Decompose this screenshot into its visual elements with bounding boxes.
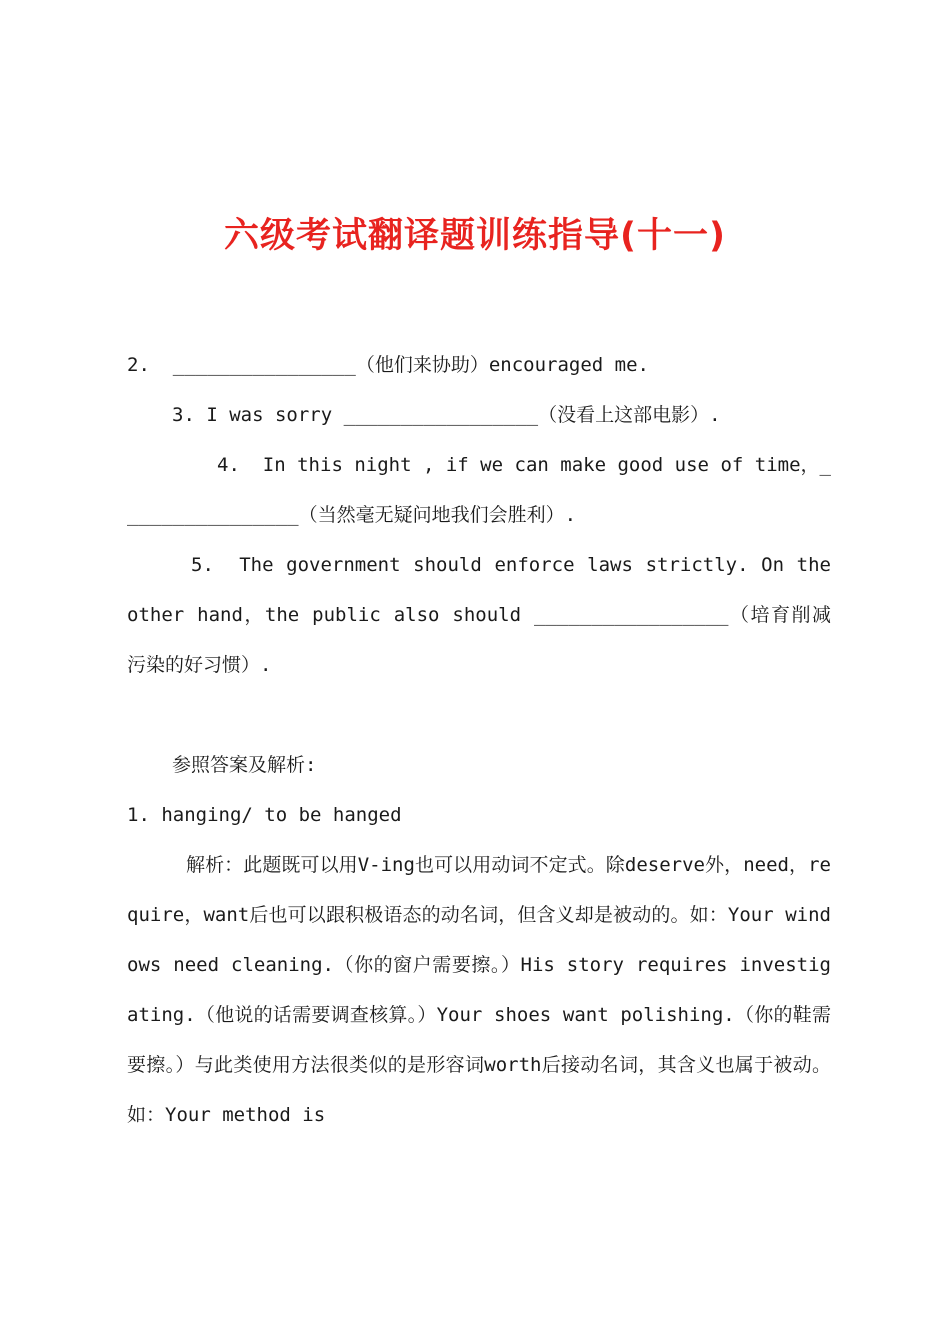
question-number: 4.	[217, 454, 240, 476]
answer-blank: _________________	[534, 604, 729, 626]
question-hint: （没看上这部电影）	[538, 404, 710, 426]
question-text: The government should enforce laws strictly. On the other hand，the public also should	[127, 554, 831, 626]
question-5	[127, 540, 831, 690]
answer-blank: ________________	[127, 454, 831, 526]
question-number: 2.	[127, 354, 150, 376]
question-text: I was sorry	[206, 404, 333, 426]
answer-1	[127, 790, 831, 840]
question-hint: （他们来协助）	[355, 354, 489, 376]
answer-number: 1.	[127, 804, 150, 826]
question-text: encouraged me.	[488, 354, 649, 376]
question-3	[127, 390, 831, 440]
answer-explanation: 解析：此题既可以用V-ing也可以用动词不定式。除deserve外，need，require，want后也可以跟积极语态的动名词，但含义却是被动的。如：Your windows need cleaning.（你的窗户需要擦。）His story requires investigating.（他说的话需要调查核算。）Your shoes want polishing.（你的鞋需要擦。）与此类使用方法很类似的是形容词worth后接动名词，其含义也属于被动。如：Your method is	[127, 854, 831, 1126]
answer-blank: ________________	[172, 354, 356, 376]
section-spacer	[127, 690, 831, 740]
question-number: 5.	[191, 554, 214, 576]
question-hint: （培育削减污染的好习惯）	[127, 604, 831, 676]
question-text: .	[564, 504, 577, 526]
question-2	[127, 340, 831, 390]
question-text: In this night , if we can make good use of time，	[262, 454, 820, 476]
question-number: 3.	[172, 404, 195, 426]
answers-heading: 参照答案及解析:	[172, 754, 317, 776]
answer-text: hanging/ to be hanged	[161, 804, 402, 826]
document-body	[127, 340, 831, 1140]
page-title: 六级考试翻译题训练指导(十一)	[224, 216, 726, 256]
answer-blank: _________________	[343, 404, 539, 426]
question-4	[127, 440, 831, 540]
question-text: .	[260, 654, 272, 676]
question-text: .	[709, 404, 721, 426]
question-hint: （当然毫无疑问地我们会胜利）	[298, 504, 565, 526]
